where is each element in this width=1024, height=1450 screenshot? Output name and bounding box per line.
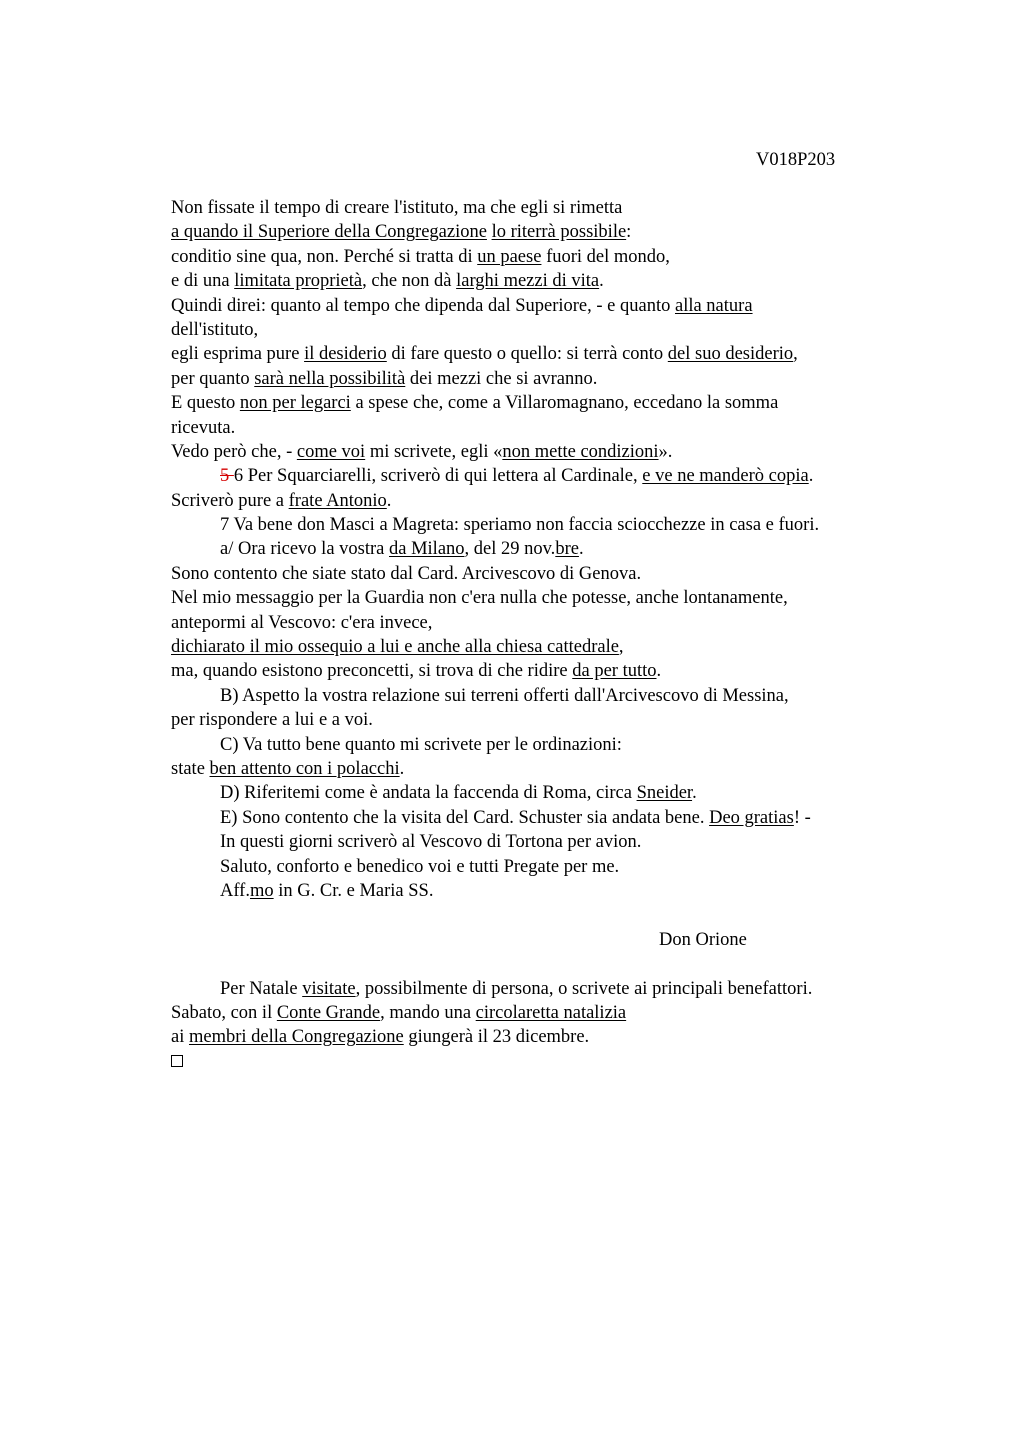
text-segment: , possibilmente di persona, o scrivete ai principali benefattori.: [355, 978, 813, 999]
text-segment: E) Sono contento che la visita del Card. Schuster sia andata bene.: [220, 807, 710, 828]
text-segment: B) Aspetto la vostra relazione sui terreni offerti dall'Arcivescovo di Messina,: [220, 685, 789, 706]
text-segment: ,: [793, 344, 798, 365]
text-line: [171, 586, 911, 610]
text-segment: antepormi al Vescovo: c'era invece,: [171, 612, 433, 633]
text-segment: mi scrivete, egli «: [365, 441, 503, 462]
underlined-text: e ve ne manderò copia: [642, 466, 809, 487]
text-line: [171, 269, 911, 293]
text-line: [171, 659, 911, 683]
underlined-text: non per legarci: [239, 393, 351, 414]
text-line: [171, 708, 911, 732]
text-line: [171, 318, 911, 342]
underlined-text: il desiderio: [304, 344, 387, 365]
text-segment: .: [692, 783, 697, 804]
text-segment: E questo: [171, 393, 240, 414]
checkbox-square-icon: [171, 1055, 183, 1067]
text-segment: C) Va tutto bene quanto mi scrivete per le ordinazioni:: [220, 734, 622, 755]
text-segment: Aff.: [220, 880, 250, 901]
text-segment: ».: [658, 441, 673, 462]
underlined-text: sarà nella possibilità: [254, 368, 406, 389]
underlined-text: membri della Congregazione: [188, 1027, 404, 1048]
text-line: [171, 513, 911, 537]
text-segment: Sabato, con il: [171, 1002, 277, 1023]
underlined-text: come voi: [296, 441, 366, 462]
blank-line: [171, 903, 911, 927]
text-segment: In questi giorni scriverò al Vescovo di Tortona per avion.: [220, 832, 642, 853]
underlined-text: limitata proprietà: [234, 271, 363, 292]
text-segment: ! -: [793, 807, 811, 828]
text-segment: :: [626, 222, 632, 243]
text-segment: per quanto: [171, 368, 255, 389]
letter-main-text: [171, 196, 911, 903]
text-line: [171, 1001, 911, 1025]
text-segment: ai: [171, 1027, 189, 1048]
text-line: [171, 855, 911, 879]
text-line: [171, 367, 911, 391]
text-segment: in G. Cr. e Maria SS.: [273, 880, 434, 901]
underlined-text: visitate: [302, 978, 356, 999]
text-line: [171, 635, 911, 659]
text-segment: Quindi direi: quanto al tempo che dipenda dal Superiore, - e quanto: [171, 295, 675, 316]
underlined-text: non mette condizioni: [502, 441, 659, 462]
text-line: [171, 440, 911, 464]
text-segment: Saluto, conforto e benedico voi e tutti Pregate per me.: [220, 856, 620, 877]
underlined-text: circolaretta natalizia: [475, 1002, 627, 1023]
text-line: [171, 733, 911, 757]
text-segment: , mando una: [380, 1002, 476, 1023]
text-line: [171, 830, 911, 854]
text-segment: Scriverò pure a: [171, 490, 289, 511]
text-segment: .: [808, 466, 814, 487]
underlined-text: mo: [249, 880, 274, 901]
text-segment: ,: [618, 637, 624, 658]
text-line: [171, 562, 911, 586]
text-segment: egli esprima pure: [171, 344, 305, 365]
letter-body: [171, 196, 911, 1074]
text-segment: e di una: [171, 271, 235, 292]
text-line: [171, 489, 911, 513]
underlined-text: da per tutto: [572, 661, 657, 682]
text-segment: 7 Va bene don Masci a Magreta: speriamo non faccia sciocchezze in casa e fuori.: [220, 515, 820, 536]
underlined-text: ben attento con i polacchi: [209, 758, 400, 779]
underlined-text: bre: [555, 539, 579, 560]
text-line: [171, 757, 911, 781]
text-segment: .: [578, 539, 584, 560]
text-segment: Sono contento che siate stato dal Card. Arcivescovo di Genova.: [171, 563, 642, 584]
text-segment: .: [386, 490, 392, 511]
text-segment: dell'istituto,: [171, 319, 259, 340]
text-segment: a spese che, come a Villaromagnano, eccedano la somma: [350, 393, 779, 414]
text-line: [171, 537, 911, 561]
text-segment: , del 29 nov.: [464, 539, 556, 560]
text-line: [171, 464, 911, 488]
text-segment: giungerà il 23 dicembre.: [403, 1027, 590, 1048]
text-segment: .: [656, 661, 662, 682]
text-line: [171, 977, 911, 1001]
text-segment: Vedo però che, -: [171, 441, 297, 462]
text-line: [171, 1025, 911, 1049]
underlined-text: dichiarato il mio ossequio a lui e anche alla chiesa cattedrale: [171, 637, 619, 658]
text-segment: per rispondere a lui e a voi.: [171, 710, 373, 731]
text-line: [171, 684, 911, 708]
underlined-text: da Milano: [389, 539, 465, 560]
text-line: [171, 611, 911, 635]
text-segment: D) Riferitemi come è andata la faccenda di Roma, circa: [220, 783, 637, 804]
struck-text: 5: [220, 466, 234, 487]
postscript: [171, 977, 911, 1050]
end-marker: [171, 1050, 911, 1074]
blank-line: [171, 952, 911, 976]
text-line: [171, 879, 911, 903]
text-line: [171, 781, 911, 805]
document-code: V018P203: [756, 150, 836, 170]
text-segment: state: [171, 758, 210, 779]
underlined-text: Conte Grande: [276, 1002, 381, 1023]
signature: Don Orione: [659, 929, 747, 950]
text-segment: , che non dà: [362, 271, 457, 292]
text-segment: a/ Ora ricevo la vostra: [220, 539, 389, 560]
underlined-text: del suo desiderio: [667, 344, 794, 365]
text-line: [171, 294, 911, 318]
text-segment: ricevuta.: [171, 417, 236, 438]
text-line: [171, 391, 911, 415]
underlined-text: larghi mezzi di vita: [456, 271, 600, 292]
text-segment: Per Natale: [220, 978, 303, 999]
text-segment: fuori del mondo,: [541, 246, 670, 267]
text-segment: Non fissate il tempo di creare l'istituto, ma che egli si rimetta: [171, 198, 623, 218]
underlined-text: frate Antonio: [288, 490, 387, 511]
text-line: [171, 806, 911, 830]
text-line: [171, 245, 911, 269]
underlined-text: lo riterrà possibile: [491, 222, 627, 243]
text-segment: conditio sine qua, non. Perché si tratta di: [171, 246, 478, 267]
underlined-text: Deo gratias: [709, 807, 794, 828]
underlined-text: alla natura: [674, 295, 753, 316]
text-segment: ma, quando esistono preconcetti, si trova di che ridire: [171, 661, 573, 682]
text-segment: .: [399, 758, 405, 779]
text-line: [171, 416, 911, 440]
text-line: [171, 220, 911, 244]
text-segment: .: [599, 271, 604, 292]
text-segment: dei mezzi che si avranno.: [405, 368, 598, 389]
text-line: [171, 196, 911, 220]
text-line: [171, 342, 911, 366]
underlined-text: Sneider: [636, 783, 693, 804]
text-segment: 6 Per Squarciarelli, scriverò di qui lettera al Cardinale,: [233, 466, 643, 487]
text-segment: di fare questo o quello: si terrà conto: [386, 344, 668, 365]
underlined-text: a quando il Superiore della Congregazione: [171, 222, 487, 243]
underlined-text: un paese: [477, 246, 542, 267]
text-segment: Nel mio messaggio per la Guardia non c'era nulla che potesse, anche lontanamente,: [171, 588, 788, 609]
